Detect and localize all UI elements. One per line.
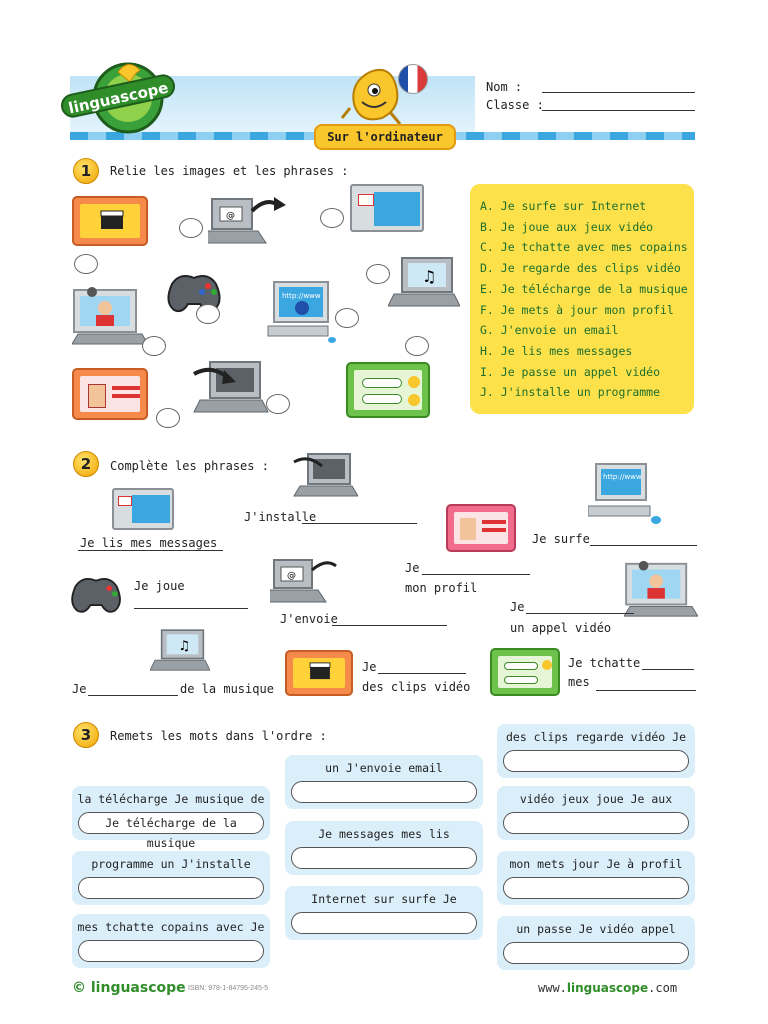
appel-end-label: un appel vidéo (510, 621, 612, 635)
scrambled-words: des clips regarde vidéo Je (505, 730, 686, 744)
laptop-install-image (292, 452, 358, 498)
surfe-label: Je surfe (532, 532, 590, 546)
joue-label: Je joue (134, 579, 185, 593)
appel-je-label: Je (510, 600, 525, 614)
profile-tablet-image (72, 368, 148, 420)
section-3-number: 3 (73, 722, 99, 748)
answer-circle[interactable] (74, 254, 98, 274)
chat-tablet-image (346, 362, 430, 418)
url-prefix: www. (538, 981, 567, 995)
sentence-e: E. Je télécharge de la musique (480, 281, 688, 296)
example-underline (78, 550, 223, 551)
messages-screen-image (350, 184, 424, 232)
internet-computer-image (588, 462, 664, 526)
svg-text:http://www: http://www (282, 292, 321, 300)
reorder-card (285, 821, 483, 875)
section-2-instruction: Complète les phrases : (110, 459, 269, 473)
tchatte-blank-2[interactable] (596, 690, 696, 691)
logo-text: linguascope (59, 72, 177, 120)
laptop-email-image (270, 556, 350, 608)
svg-text:♫: ♫ (422, 267, 437, 286)
answer-circle[interactable] (196, 304, 220, 324)
svg-text:@: @ (287, 571, 296, 581)
video-call-computer-image (72, 284, 148, 348)
profil-blank[interactable] (422, 574, 530, 575)
scrambled-words: Je messages mes lis (318, 827, 450, 841)
sentence-g: G. J'envoie un email (480, 323, 619, 338)
envoie-blank[interactable] (332, 625, 447, 626)
footer-logo: © linguascope (72, 980, 186, 996)
classe-label: Classe : (486, 98, 544, 112)
video-call-computer-image (624, 558, 698, 620)
sentence-f: F. Je mets à jour mon profil (480, 302, 674, 317)
nom-label: Nom : (486, 80, 523, 94)
answer-circle[interactable] (366, 264, 390, 284)
reorder-card (285, 755, 483, 809)
answer-field[interactable] (503, 750, 689, 772)
nom-field[interactable] (542, 92, 695, 93)
svg-text:@: @ (226, 211, 235, 221)
answer-field[interactable] (503, 812, 689, 834)
laptop-download-music-image (388, 256, 460, 310)
laptop-download-music-image (150, 628, 210, 674)
laptop-install-image (190, 360, 270, 416)
section-3-instruction: Remets les mots dans l'ordre : (110, 729, 327, 743)
tchatte-mes-label: mes (568, 675, 590, 689)
musique-je-label: Je (72, 682, 87, 696)
installe-blank[interactable] (302, 523, 417, 524)
profil-je-label: Je (405, 561, 420, 575)
sentence-i: I. Je passe un appel vidéo (480, 364, 661, 379)
reorder-card (497, 851, 695, 905)
chat-tablet-image (490, 648, 560, 696)
answer-field[interactable] (503, 942, 689, 964)
profil-end-label: mon profil (405, 581, 478, 595)
sentence-d: D. Je regarde des clips vidéo (480, 261, 681, 276)
scrambled-words: mes tchatte copains avec Je (77, 920, 265, 934)
tchatte-label: Je tchatte (568, 656, 641, 670)
answer-circle[interactable] (179, 218, 203, 238)
answer-field[interactable] (78, 940, 264, 962)
reorder-card (497, 786, 695, 840)
url-suffix: .com (648, 981, 678, 995)
url-brand: linguascope (566, 981, 649, 995)
sentence-h: H. Je lis mes messages (480, 343, 633, 358)
scrambled-words: vidéo jeux joue Je aux (519, 792, 673, 806)
scrambled-words: un J'envoie email (325, 761, 443, 775)
musique-end-label: de la musique (180, 682, 274, 696)
section-1-number: 1 (73, 158, 99, 184)
reorder-card (497, 916, 695, 970)
answer-circle[interactable] (320, 208, 344, 228)
sentences-panel (470, 184, 694, 414)
example-sentence: Je lis mes messages (80, 536, 218, 550)
answer-field[interactable] (503, 877, 689, 899)
answer-field[interactable]: Je télécharge de la musique (78, 812, 264, 834)
sentence-b: B. Je joue aux jeux vidéo (480, 219, 654, 234)
joue-blank[interactable] (134, 608, 248, 609)
answer-field[interactable] (291, 847, 477, 869)
messages-screen-image (112, 488, 174, 530)
section-2-number: 2 (73, 451, 99, 477)
envoie-label: J'envoie (280, 612, 338, 626)
answer-field[interactable] (291, 912, 477, 934)
section-1-instruction: Relie les images et les phrases : (110, 164, 349, 178)
clips-je-label: Je (362, 660, 377, 674)
reorder-card (72, 914, 270, 968)
french-flag-ball-icon (398, 64, 428, 94)
sentence-j: J. J'installe un programme (480, 385, 661, 400)
reorder-card (497, 724, 695, 778)
answer-circle[interactable] (405, 336, 429, 356)
scrambled-words: un passe Je vidéo appel (516, 922, 676, 936)
profile-tablet-image (446, 504, 516, 552)
answer-field[interactable] (291, 781, 477, 803)
appel-blank[interactable] (526, 613, 634, 614)
answer-circle[interactable] (335, 308, 359, 328)
clips-blank[interactable] (378, 673, 466, 674)
clapperboard-icon (100, 210, 124, 230)
surfe-blank[interactable] (590, 545, 697, 546)
laptop-email-image (208, 195, 288, 247)
svg-text:♫: ♫ (178, 639, 191, 655)
answer-circle[interactable] (266, 394, 290, 414)
sentence-a: A. Je surfe sur Internet (480, 199, 647, 213)
reorder-card (285, 886, 483, 940)
answer-circle[interactable] (142, 336, 166, 356)
clips-end-label: des clips vidéo (362, 680, 471, 694)
footer-url[interactable] (538, 981, 677, 995)
svg-text:http://www: http://www (603, 473, 642, 481)
answer-circle[interactable] (156, 408, 180, 428)
tchatte-blank-1[interactable] (642, 669, 694, 670)
reorder-card (72, 851, 270, 905)
worksheet-title: Sur l'ordinateur (314, 124, 456, 150)
isbn-text: ISBN: 978-1-84795-245-5 (188, 985, 269, 992)
sentence-c: C. Je tchatte avec mes copains (480, 240, 688, 255)
scrambled-words: la télécharge Je musique de (77, 792, 265, 806)
video-clip-tablet-image (285, 650, 353, 696)
musique-blank[interactable] (88, 695, 178, 696)
video-clip-tablet-image (72, 196, 148, 246)
answer-field[interactable] (78, 877, 264, 899)
clapperboard-icon (309, 662, 331, 680)
scrambled-words: programme un J'installe (91, 857, 251, 871)
installe-label: J'installe (244, 510, 317, 524)
reorder-card (72, 786, 270, 850)
game-controller-image (68, 566, 126, 618)
internet-computer-image (266, 280, 336, 346)
classe-field[interactable] (542, 110, 695, 111)
scrambled-words: Internet sur surfe Je (311, 892, 457, 906)
scrambled-words: mon mets jour Je à profil (509, 857, 683, 871)
